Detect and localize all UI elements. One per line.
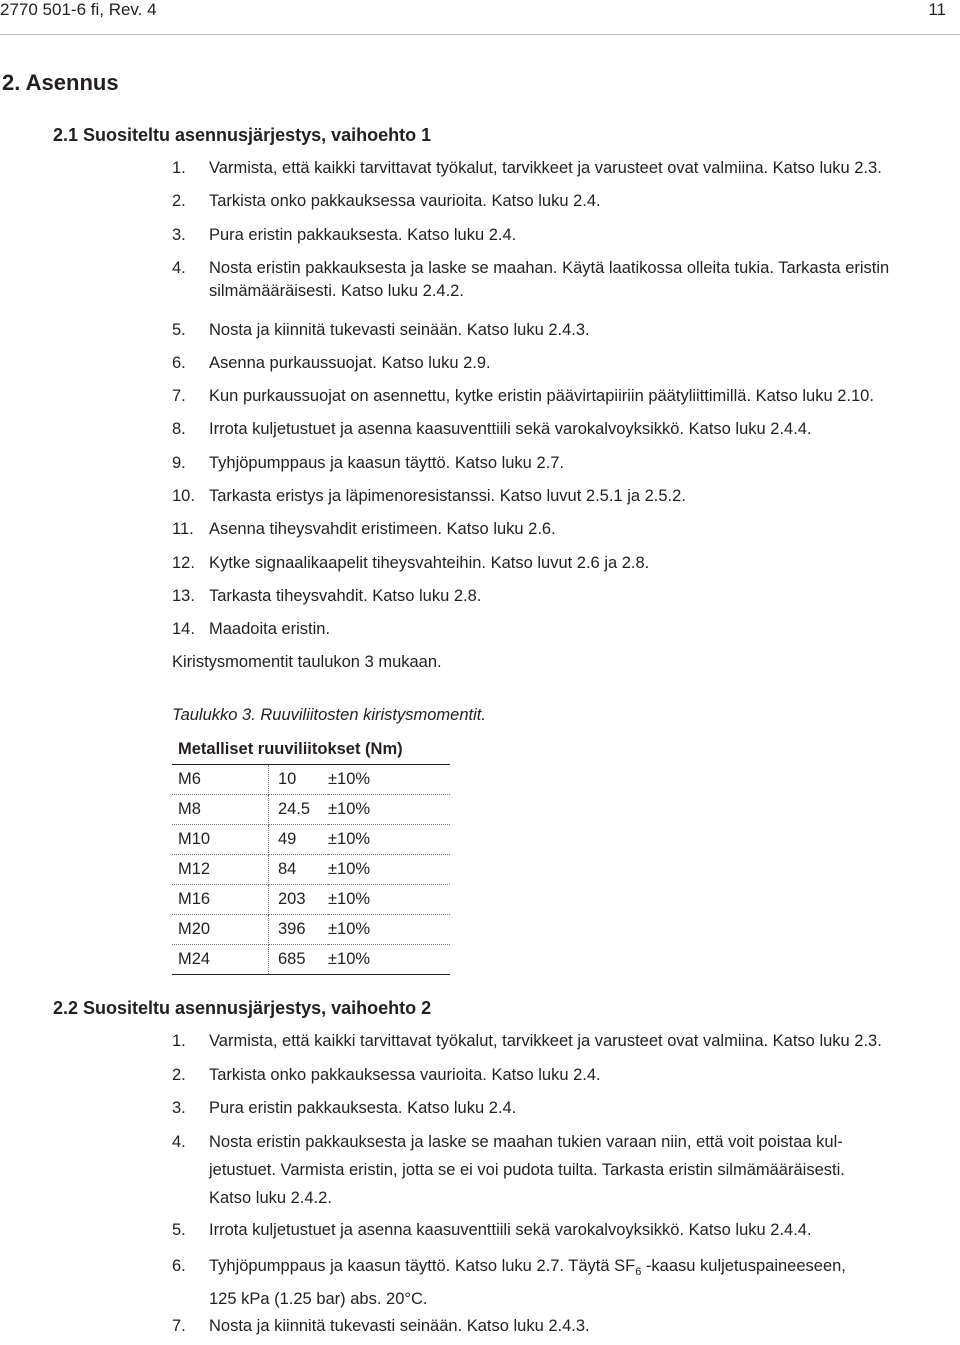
document-reference: 2770 501-6 fi, Rev. 4 (0, 0, 157, 19)
subsection-heading-2-1: 2.1 Suositeltu asennusjärjestys, vaihoehto 1 (53, 125, 432, 145)
list-item: 1. Varmista, että kaikki tarvittavat työkalut, tarvikkeet ja varusteet ovat valmiina. Katso luku 2.3. (172, 1032, 882, 1050)
table-row: M12 84 ±10% (172, 855, 450, 885)
table-row: M6 10 ±10% (172, 765, 450, 795)
list-item: 6. Asenna purkaussuojat. Katso luku 2.9. (172, 354, 491, 372)
list-item: 4. Nosta eristin pakkauksesta ja laske se maahan. Käytä laatikossa olleita tukia. Tarkasta eristin silmämääräisesti. Katso luku 2.4.2. (172, 259, 890, 300)
table-row: M24 685 ±10% (172, 945, 450, 975)
list-item: 13. Tarkasta tiheysvahdit. Katso luku 2.8. (172, 587, 482, 605)
table-row: M20 396 ±10% (172, 915, 450, 945)
list-item: 12. Kytke signaalikaapelit tiheysvahteihin. Katso luvut 2.6 ja 2.8. (172, 554, 650, 572)
list-item: 5. Irrota kuljetustuet ja asenna kaasuventtiili sekä varokalvoyksikkö. Katso luku 2.4.4. (172, 1221, 812, 1239)
section-title: 2. Asennus (2, 70, 119, 95)
table-header-row (172, 735, 450, 765)
table-row: M16 203 ±10% (172, 885, 450, 915)
list-item: 3. Pura eristin pakkauksesta. Katso luku 2.4. (172, 1099, 517, 1117)
list-item: 9. Tyhjöpumppaus ja kaasun täyttö. Katso luku 2.7. (172, 454, 564, 472)
list-item: 11. Asenna tiheysvahdit eristimeen. Katso luku 2.6. (172, 520, 556, 538)
list-item: 7. Nosta ja kiinnitä tukevasti seinään. Katso luku 2.4.3. (172, 1317, 590, 1335)
list-item: 7. Kun purkaussuojat on asennettu, kytke eristin päävirtapiiriin päätyliittimillä. Katso luku 2.10. (172, 387, 874, 405)
torque-table (172, 735, 450, 975)
install-steps-option-1 (172, 157, 949, 651)
table-caption: Taulukko 3. Ruuviliitosten kiristysmomentit. (172, 706, 486, 724)
list-item: 6. Tyhjöpumppaus ja kaasun täyttö. Katso luku 2.7. Täytä $SF_6$ -kaasu kuljetuspaineeseen, 125 kPa (1.25 bar) abs. 20°C. (172, 1257, 846, 1308)
table-row: M10 49 ±10% (172, 825, 450, 855)
subsection-heading-2-2: 2.2 Suositeltu asennusjärjestys, vaihoehto 2 (53, 998, 432, 1018)
list-item: 2. Tarkista onko pakkauksessa vaurioita. Katso luku 2.4. (172, 1066, 601, 1084)
table-row: M8 24.5 ±10% (172, 795, 450, 825)
list-item: 5. Nosta ja kiinnitä tukevasti seinään. Katso luku 2.4.3. (172, 321, 590, 339)
list-item: 14. Maadoita eristin. (172, 620, 331, 638)
list-item: 10. Tarkasta eristys ja läpimenoresistanssi. Katso luvut 2.5.1 ja 2.5.2. (172, 487, 686, 505)
list-item: 3. Pura eristin pakkauksesta. Katso luku 2.4. (172, 226, 517, 244)
list-item: 8. Irrota kuljetustuet ja asenna kaasuventtiili sekä varokalvoyksikkö. Katso luku 2.4.4. (172, 420, 812, 438)
table-header: Metalliset ruuviliitokset (Nm) (172, 735, 450, 765)
torque-note: Kiristysmomentit taulukon 3 mukaan. (172, 653, 442, 671)
header-divider (0, 34, 960, 35)
list-item: 1. Varmista, että kaikki tarvittavat työkalut, tarvikkeet ja varusteet ovat valmiina. Katso luku 2.3. (172, 159, 882, 177)
install-steps-option-2 (172, 1030, 882, 1345)
page-number: 11 (928, 0, 946, 19)
list-item: 2. Tarkista onko pakkauksessa vaurioita. Katso luku 2.4. (172, 192, 601, 210)
list-item: 4. Nosta eristin pakkauksesta ja laske se maahan tukien varaan niin, että voit poistaa kul- jetustuet. Varmista eristin, jotta se ei voi pudota tuilta. Tarkasta eristin silmämääräisesti. Katso luku 2.4.2. (172, 1133, 845, 1207)
